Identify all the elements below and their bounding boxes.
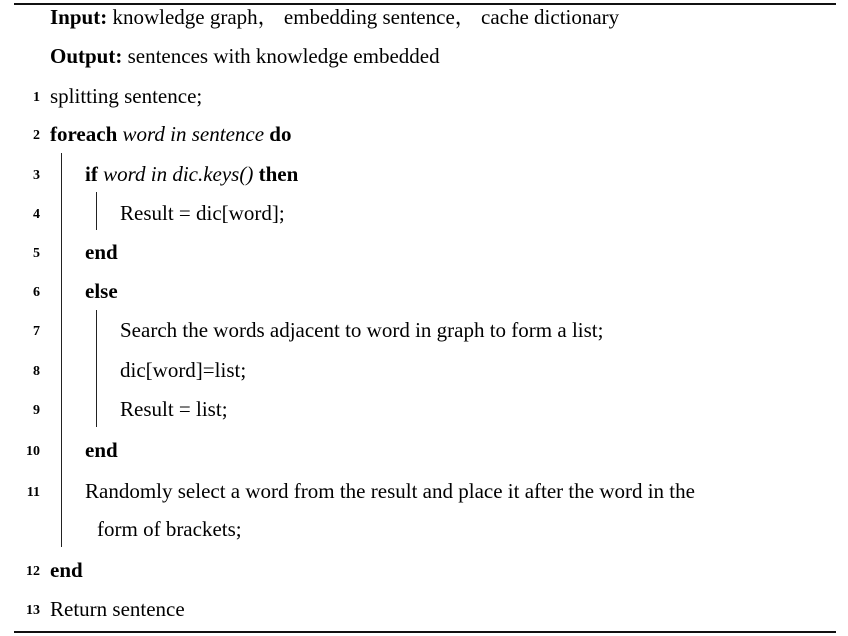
algo-line-1 bbox=[0, 82, 848, 110]
line-text: Return sentence bbox=[50, 597, 185, 621]
algo-line-4 bbox=[0, 199, 848, 227]
algo-line-9 bbox=[0, 395, 848, 423]
keyword-if: if bbox=[85, 162, 98, 186]
algo-line-8 bbox=[0, 356, 848, 384]
line-number: 12 bbox=[26, 564, 40, 579]
line-number: 13 bbox=[26, 603, 40, 618]
keyword-do: do bbox=[269, 122, 292, 146]
line-text: Result = list; bbox=[120, 397, 228, 421]
algo-line-11 bbox=[0, 477, 848, 505]
loop-condition: word in sentence bbox=[122, 122, 265, 146]
keyword-else: else bbox=[85, 279, 118, 303]
bottom-rule bbox=[14, 631, 836, 633]
line-text: Randomly select a word from the result and place it after the word in the bbox=[85, 479, 695, 503]
line-number: 2 bbox=[33, 128, 40, 143]
output-label: Output: bbox=[50, 44, 123, 68]
algo-line-2 bbox=[0, 120, 848, 148]
line-number: 3 bbox=[33, 168, 40, 183]
line-number: 11 bbox=[26, 485, 40, 500]
line-text: Result = dic[word]; bbox=[120, 201, 285, 225]
line-number: 8 bbox=[33, 364, 40, 379]
line-number: 5 bbox=[33, 246, 40, 261]
else-block-bar bbox=[96, 310, 97, 427]
line-text: dic[word]=list; bbox=[120, 358, 247, 382]
keyword-end: end bbox=[85, 240, 118, 264]
keyword-end: end bbox=[50, 558, 83, 582]
line-text-continuation: form of brackets; bbox=[97, 517, 242, 541]
input-label: Input: bbox=[50, 5, 108, 29]
keyword-then: then bbox=[258, 162, 299, 186]
if-condition: word in dic.keys() bbox=[103, 162, 254, 186]
algo-line-13 bbox=[0, 595, 848, 623]
algo-line-11-continuation bbox=[0, 515, 848, 543]
line-text: Search the words adjacent to word in graph to form a list; bbox=[120, 318, 604, 342]
algo-line-5 bbox=[0, 238, 848, 266]
foreach-block-bar bbox=[61, 153, 62, 547]
algo-line-3 bbox=[0, 160, 848, 188]
line-number: 10 bbox=[26, 444, 40, 459]
line-number: 6 bbox=[33, 285, 40, 300]
line-number: 1 bbox=[33, 90, 40, 105]
line-number: 7 bbox=[33, 324, 40, 339]
line-number: 4 bbox=[33, 207, 40, 222]
algo-line-6 bbox=[0, 277, 848, 305]
line-number: 9 bbox=[33, 403, 40, 418]
input-text: knowledge graph， embedding sentence， cache dictionary bbox=[112, 5, 620, 29]
then-block-bar bbox=[96, 192, 97, 230]
keyword-end: end bbox=[85, 438, 118, 462]
algo-line-10 bbox=[0, 436, 848, 464]
algo-line-7 bbox=[0, 316, 848, 344]
keyword-foreach: foreach bbox=[50, 122, 118, 146]
algo-line-12 bbox=[0, 556, 848, 584]
line-text: splitting sentence; bbox=[50, 84, 203, 108]
output-text: sentences with knowledge embedded bbox=[127, 44, 440, 68]
